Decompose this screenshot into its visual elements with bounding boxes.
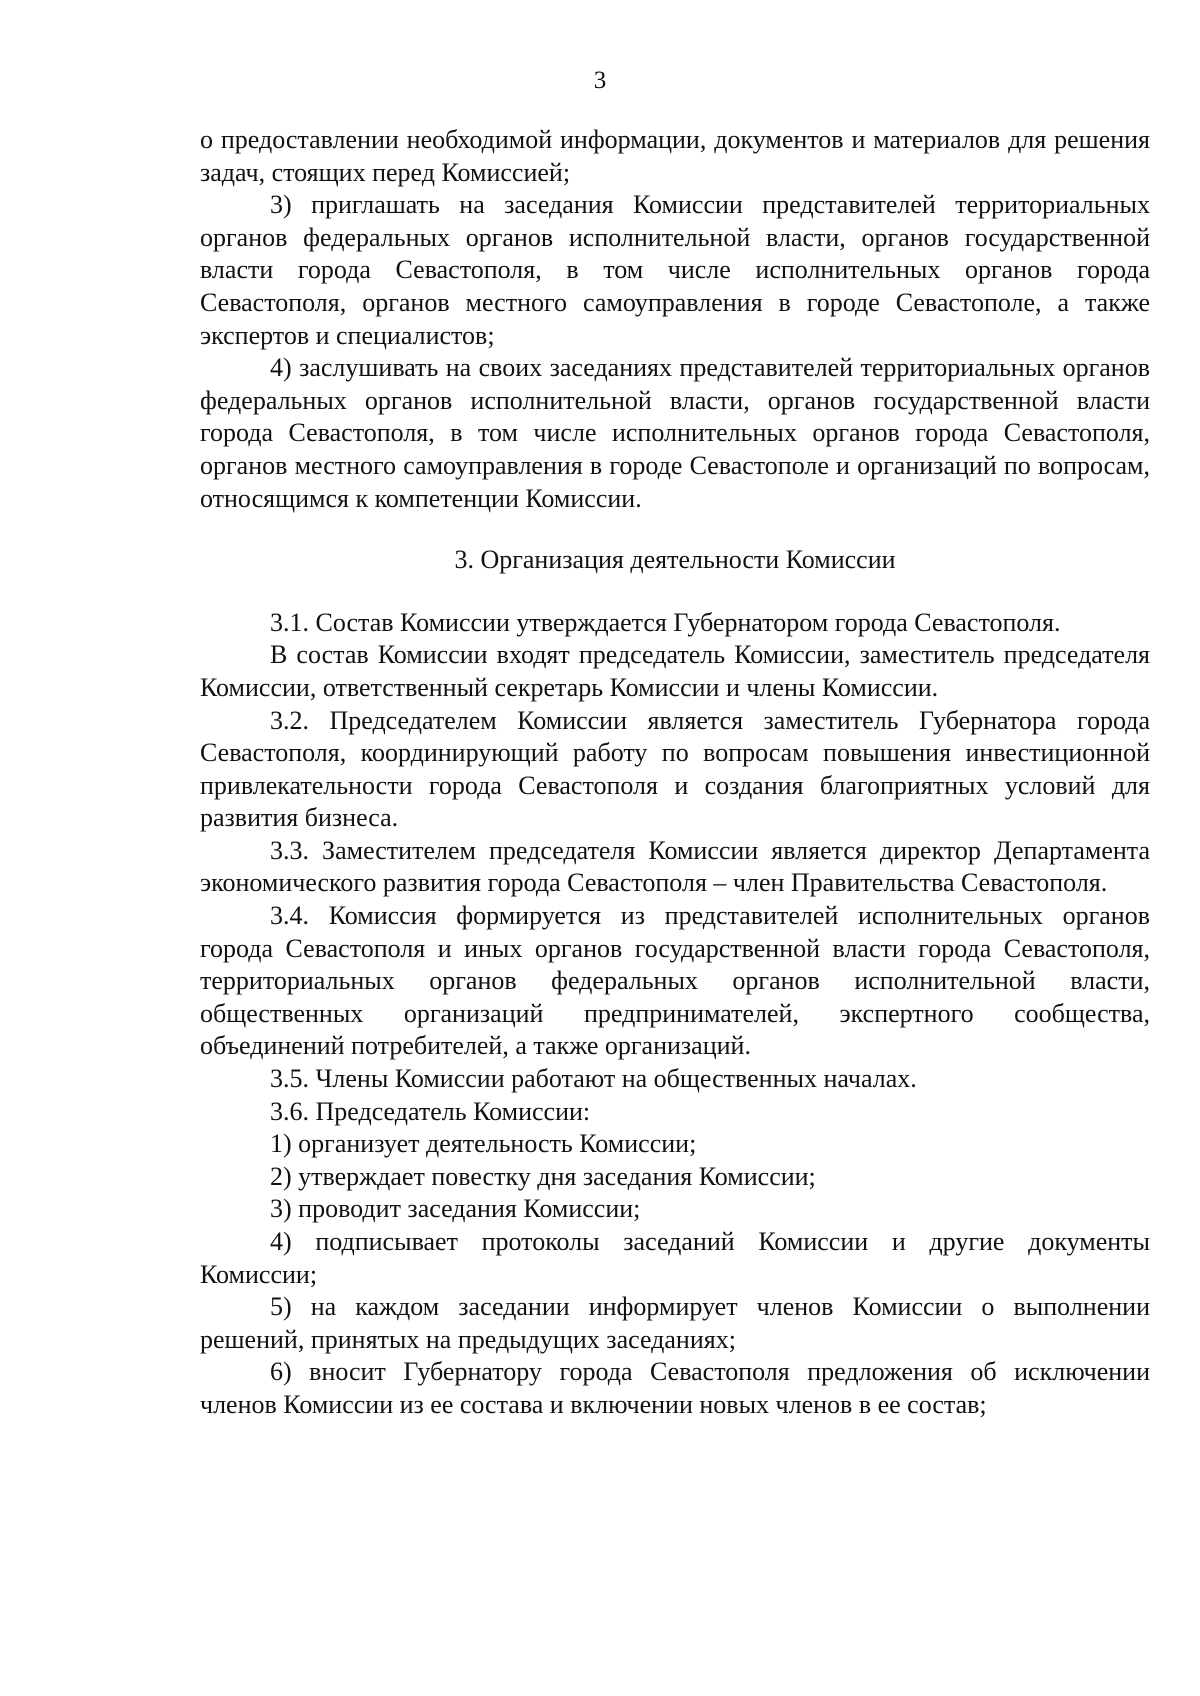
clause-3-6-item-4: 4) подписывает протоколы заседаний Комиссии и другие документы Комиссии; [200, 1227, 1150, 1289]
clause-3-1-composition: В состав Комиссии входят председатель Комиссии, заместитель председателя Комиссии, ответственный секретарь Комиссии и члены Комиссии. [200, 640, 1150, 702]
clause-3-6-item-5: 5) на каждом заседании информирует членов Комиссии о выполнении решений, принятых на предыдущих заседаниях; [200, 1292, 1150, 1354]
clause-3-6: 3.6. Председатель Комиссии: [270, 1096, 591, 1126]
paragraph-continuation: о предоставлении необходимой информации, документов и материалов для решения задач, стоящих перед Комиссией; [200, 125, 1150, 187]
clause-3-6-item-1: 1) организует деятельность Комиссии; [270, 1129, 697, 1159]
clause-3-6-item-2: 2) утверждает повестку дня заседания Комиссии; [270, 1161, 816, 1191]
clause-3-2: 3.2. Председателем Комиссии является заместитель Губернатора города Севастополя, координирующий работу по вопросам повышения инвестиционной привлекательности города Севастополя и создания благоприятных условий для развития бизнеса. [200, 705, 1150, 833]
section-heading: 3. Организация деятельности Комиссии [454, 545, 896, 575]
paragraph-item-4: 4) заслушивать на своих заседаниях представителей территориальных органов федеральных органов исполнительной власти, органов государственной власти города Севастополя, в том числе исполнительных органов города Севастополя, органов местного самоуправления в городе Севастополе и организаций по вопросам, относящимся к компетенции Комиссии. [200, 353, 1150, 513]
page-number: 3 [593, 67, 607, 94]
clause-3-6-item-6: 6) вносит Губернатору города Севастополя предложения об исключении членов Комиссии из ее состава и включении новых членов в ее состав; [200, 1357, 1150, 1419]
clause-3-6-item-3: 3) проводит заседания Комиссии; [270, 1194, 641, 1224]
paragraph-item-3: 3) приглашать на заседания Комиссии представителей территориальных органов федеральных органов исполнительной власти, органов государственной власти города Севастополя, в том числе исполнительных органов города Севастополя, органов местного самоуправления в городе Севастополе, а также экспертов и специалистов; [200, 190, 1150, 350]
clause-3-5: 3.5. Члены Комиссии работают на общественных началах. [270, 1064, 917, 1094]
clause-3-4: 3.4. Комиссия формируется из представителей исполнительных органов города Севастополя и иных органов государственной власти города Севастополя, территориальных органов федеральных органов исполнительной власти, общественных организаций предпринимателей, экспертного сообщества, объединений потребителей, а также организаций. [200, 901, 1150, 1061]
document-body [200, 124, 1150, 1422]
clause-3-1: 3.1. Состав Комиссии утверждается Губернатором города Севастополя. [270, 607, 1061, 637]
clause-3-3: 3.3. Заместителем председателя Комиссии является директор Департамента экономического развития города Севастополя – член Правительства Севастополя. [200, 835, 1150, 898]
